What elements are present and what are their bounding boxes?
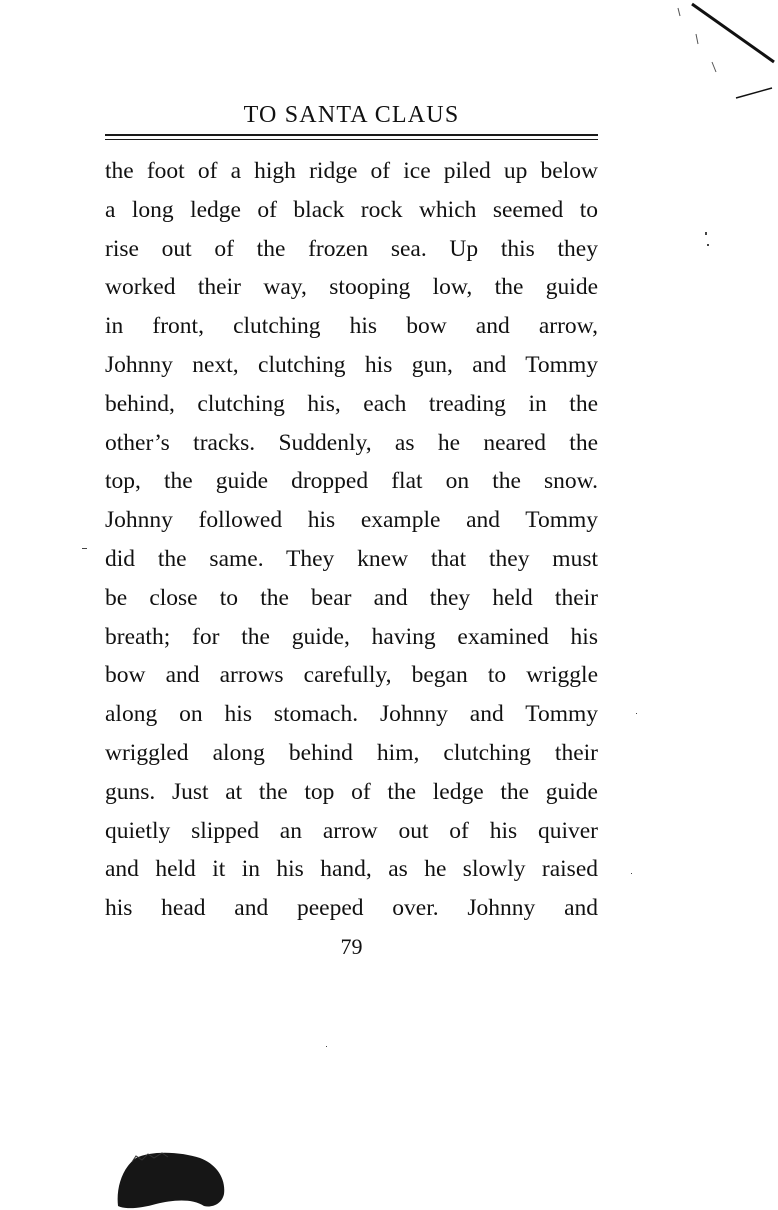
scan-speck xyxy=(636,713,637,714)
text-line: be close to the bear and they held their xyxy=(105,584,598,611)
text-line: worked their way, stooping low, the guide xyxy=(105,274,598,301)
text-line: the foot of a high ridge of ice piled up below xyxy=(105,158,598,184)
scan-speck xyxy=(326,1046,327,1047)
text-line: along on his stomach. Johnny and Tommy xyxy=(105,701,598,728)
page-number: 79 xyxy=(340,934,363,959)
text-line: in front, clutching his bow and arrow, xyxy=(105,313,598,340)
scan-speck xyxy=(82,548,87,549)
text-line: rise out of the frozen sea. Up this they xyxy=(105,235,598,262)
scan-smudge xyxy=(112,1148,230,1210)
scan-speck xyxy=(705,232,707,235)
text-line: did the same. They knew that they must xyxy=(105,545,598,572)
body-text xyxy=(105,152,598,928)
text-line: quietly slipped an arrow out of his quiver xyxy=(105,817,598,844)
header-rule-thick xyxy=(105,134,598,136)
text-line: a long ledge of black rock which seemed to xyxy=(105,196,598,223)
text-line: top, the guide dropped flat on the snow. xyxy=(105,468,598,495)
scan-speck xyxy=(631,873,632,874)
text-line: and held it in his hand, as he slowly raised xyxy=(105,856,598,883)
text-line: behind, clutching his, each treading in the xyxy=(105,390,598,417)
scan-speck xyxy=(707,244,709,246)
text-line: wriggled along behind him, clutching their xyxy=(105,739,598,766)
running-head-title: TO SANTA CLAUS xyxy=(243,102,460,128)
text-line: guns. Just at the top of the ledge the guide xyxy=(105,778,598,805)
text-line: Johnny next, clutching his gun, and Tommy xyxy=(105,351,598,378)
text-line: breath; for the guide, having examined his xyxy=(105,623,598,650)
text-line: Johnny followed his example and Tommy xyxy=(105,507,598,534)
header-rule-thin xyxy=(105,139,598,140)
text-line: his head and peeped over. Johnny and xyxy=(105,895,598,922)
page-corner-scan-mark xyxy=(668,0,778,110)
text-line: bow and arrows carefully, began to wriggle xyxy=(105,662,598,689)
text-line: other’s tracks. Suddenly, as he neared the xyxy=(105,429,598,456)
